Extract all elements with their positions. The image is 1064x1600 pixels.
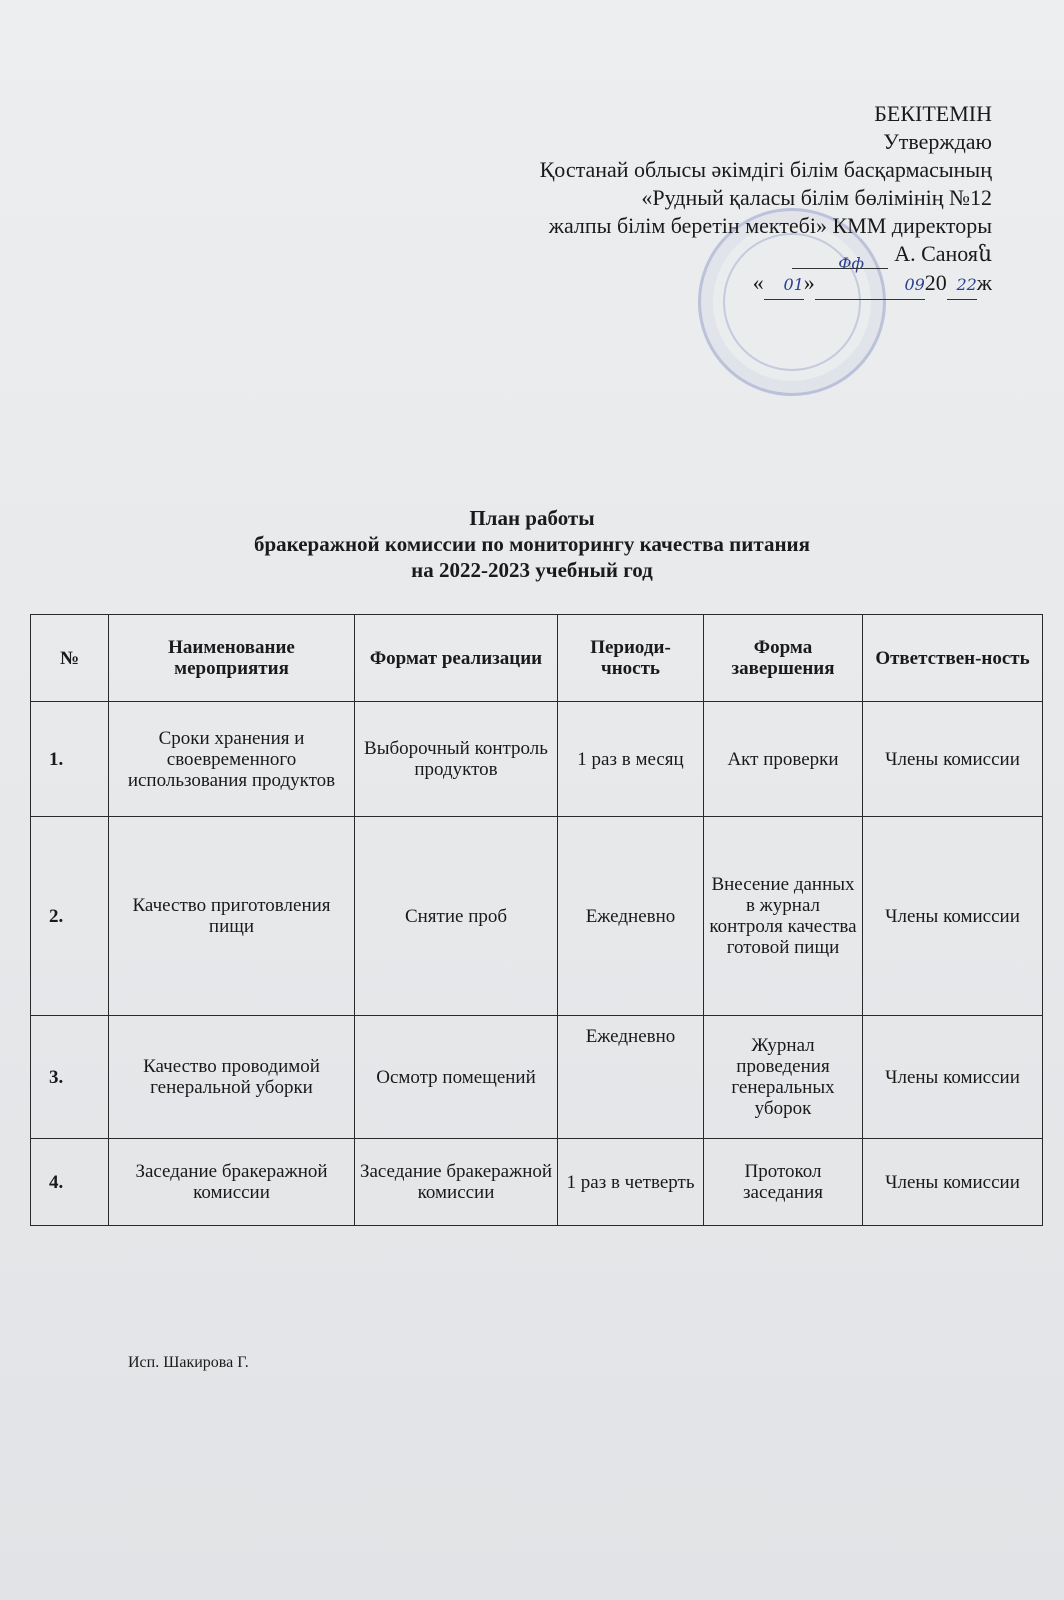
approval-department: Қостанай облысы әкімдігі білім басқармасының: [539, 157, 992, 182]
row-completion-form: Протокол заседания: [704, 1139, 863, 1226]
header-number: №: [31, 615, 109, 702]
approval-position: жалпы білім беретін мектебі» КММ директоры: [548, 213, 992, 238]
approval-signature-line: [540, 240, 992, 269]
row-number: 2.: [31, 817, 109, 1016]
title-line-2: бракеражной комиссии по мониторингу качества питания: [253, 532, 811, 556]
document-title: [0, 505, 1064, 583]
row-completion-form: Журнал проведения генеральных уборок: [704, 1016, 863, 1139]
approval-line-russian: Утверждаю: [883, 129, 992, 154]
row-format: Осмотр помещений: [355, 1016, 558, 1139]
director-name: А. Санояն: [894, 241, 992, 266]
header-completion-form: Форма завершения: [704, 615, 863, 702]
header-format: Формат реализации: [355, 615, 558, 702]
row-format: Снятие проб: [355, 817, 558, 1016]
row-completion-form: Внесение данных в журнал контроля качества готовой пищи: [704, 817, 863, 1016]
row-responsibility: Члены комиссии: [863, 1016, 1043, 1139]
row-event-name: Качество приготовления пищи: [109, 817, 355, 1016]
work-plan-table: [30, 614, 1043, 1226]
row-number: 1.: [31, 702, 109, 817]
table-row: [31, 1016, 1043, 1139]
table-row: [31, 817, 1043, 1016]
row-number: 3.: [31, 1016, 109, 1139]
approval-date: [540, 269, 992, 300]
row-periodicity: 1 раз в месяц: [558, 702, 704, 817]
date-month: 09: [904, 275, 925, 294]
approval-block: [540, 100, 992, 300]
row-event-name: Заседание бракеражной комиссии: [109, 1139, 355, 1226]
row-responsibility: Члены комиссии: [863, 702, 1043, 817]
row-event-name: Сроки хранения и своевременного использования продуктов: [109, 702, 355, 817]
row-format: Выборочный контроль продуктов: [355, 702, 558, 817]
row-periodicity: 1 раз в четверть: [558, 1139, 704, 1226]
signature-underline: [792, 240, 888, 269]
director-signature: Фф: [838, 254, 864, 273]
date-open-quote: «: [752, 270, 764, 295]
date-suffix: ж: [976, 270, 992, 295]
row-number: 4.: [31, 1139, 109, 1226]
executor-note: Исп. Шакирова Г.: [128, 1354, 249, 1371]
approval-school-name: «Рудный қаласы білім бөлімінің №12: [641, 185, 992, 210]
row-responsibility: Члены комиссии: [863, 817, 1043, 1016]
table-header-row: [31, 615, 1043, 702]
date-month-underline: [815, 269, 925, 300]
row-periodicity: Ежедневно: [558, 1016, 704, 1139]
header-responsibility: Ответствен-ность: [863, 615, 1043, 702]
row-responsibility: Члены комиссии: [863, 1139, 1043, 1226]
table-row: [31, 702, 1043, 817]
date-day-underline: [764, 269, 804, 300]
row-format: Заседание бракеражной комиссии: [355, 1139, 558, 1226]
date-year-underline: [947, 269, 977, 300]
date-close-quote: »: [803, 270, 815, 295]
row-periodicity: Ежедневно: [558, 817, 704, 1016]
row-event-name: Качество проводимой генеральной уборки: [109, 1016, 355, 1139]
row-completion-form: Акт проверки: [704, 702, 863, 817]
date-year-prefix: 20: [924, 270, 947, 295]
header-periodicity: Периоди-чность: [558, 615, 704, 702]
approval-line-kazakh: БЕКІТЕМІН: [874, 101, 992, 126]
date-year: 22: [956, 275, 977, 294]
header-event-name: Наименование мероприятия: [109, 615, 355, 702]
title-line-1: План работы: [469, 506, 595, 530]
table-row: [31, 1139, 1043, 1226]
date-day: 01: [783, 275, 804, 294]
title-line-3: на 2022-2023 учебный год: [411, 558, 653, 582]
